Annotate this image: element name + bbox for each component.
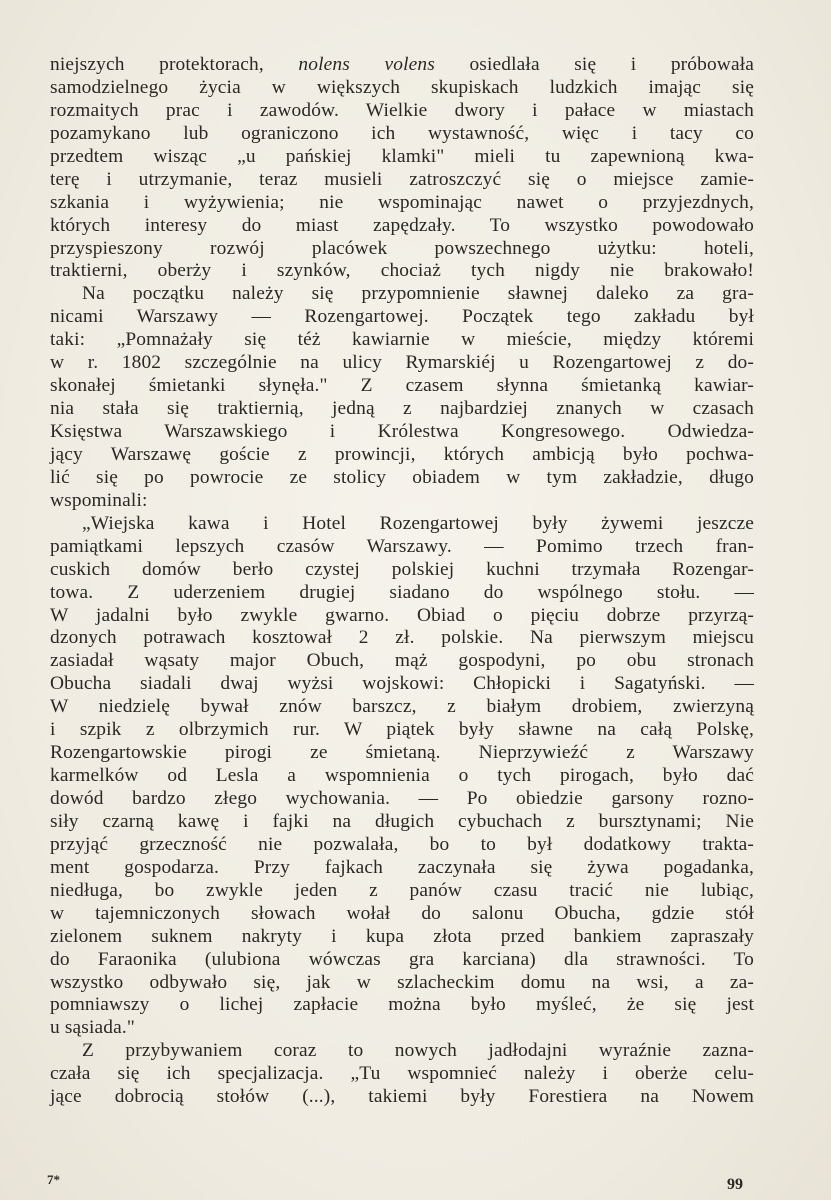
text-line: W jadalni było zwykle gwarno. Obiad o pięciu dobrze przyrzą- [50, 604, 754, 626]
text-line: szkania i wyżywienia; nie wspominając nawet o przyjezdnych, [50, 191, 754, 213]
text-line: skonałej śmietanki słynęła." Z czasem słynna śmietanką kawiar- [50, 375, 754, 397]
text-line: traktierni, oberży i szynków, chociaż tych nigdy nie brakowało! [50, 260, 754, 282]
text-line: „Wiejska kawa i Hotel Rozengartowej były żywemi jeszcze [82, 512, 754, 534]
text-line [50, 54, 754, 77]
text-line: dowód bardzo złego wychowania. — Po obiedzie garsony rozno- [50, 788, 754, 809]
signature-mark: 7* [47, 1172, 60, 1187]
text-line: czała się ich specjalizacja. „Tu wspomnieć należy i oberże celu- [50, 1063, 754, 1085]
text-line: niedługa, bo zwykle jeden z panów czasu tracić nie lubiąc, [50, 879, 754, 901]
italic-phrase: nolens volens [298, 54, 435, 75]
text-segment: niejszych protektorach, [50, 54, 299, 75]
text-line: W niedzielę bywał znów barszcz, z białym drobiem, zwierzyną [50, 696, 754, 718]
text-line: jące dobrocią stołów (...), takiemi były Forestiera na Nowem [50, 1086, 754, 1108]
text-line: terę i utrzymanie, teraz musieli zatroszczyć się o miejsce zamie- [50, 168, 754, 190]
text-line: Rozengartowskie pirogi ze śmietaną. Nieprzywieźć z Warszawy [50, 742, 754, 764]
text-line: samodzielnego życia w większych skupiskach ludzkich imając się [50, 76, 754, 98]
text-line: zielonem suknem nakryty i kupa złota przed bankiem zapraszały [50, 925, 754, 947]
text-line: dzonych potrawach kosztował 2 zł. polskie. Na pierwszym miejscu [50, 627, 754, 649]
text-line: Na początku należy się przypomnienie sławnej daleko za gra- [82, 283, 754, 305]
text-line: przedtem wisząc „u pańskiej klamki" mieli tu zapewnioną kwa- [50, 145, 754, 167]
text-line: pozamykano lub ograniczono ich wystawność, więc i tacy co [50, 122, 754, 144]
body-text [50, 54, 754, 1109]
text-line: towa. Z uderzeniem drugiej siadano do wspólnego stołu. — [50, 581, 754, 603]
text-line: Księstwa Warszawskiego i Królestwa Kongresowego. Odwiedza- [50, 421, 754, 442]
text-line: lić się po powrocie ze stolicy obiadem w tym zakładzie, długo [50, 466, 754, 488]
text-line: cuskich domów berło czystej polskiej kuchni trzymała Rozengar- [50, 558, 754, 580]
text-line: i szpik z olbrzymich rur. W piątek były sławne na całą Polskę, [50, 719, 754, 741]
page-number: 99 [727, 1176, 743, 1193]
text-segment: osiedlała się i próbowała [434, 54, 755, 75]
text-line: nicami Warszawy — Rozengartowej. Początek tego zakładu był [50, 306, 754, 328]
text-line: ment gospodarza. Przy fajkach zaczynała się żywa pogadanka, [50, 856, 754, 878]
text-line: taki: „Pomnażały się téż kawiarnie w mieście, między któremi [50, 329, 754, 351]
text-line: u sąsiada." [50, 1017, 135, 1039]
text-line: w r. 1802 szczególnie na ulicy Rymarskiéj u Rozengartowej z do- [50, 352, 754, 374]
text-line: karmelków od Lesla a wspomnienia o tych pirogach, było dać [50, 765, 754, 787]
text-line: w tajemniczonych słowach wołał do salonu Obucha, gdzie stół [50, 902, 754, 924]
text-line: rozmaitych prac i zawodów. Wielkie dwory i pałace w miastach [50, 99, 754, 121]
text-line: do Faraonika (ulubiona wówczas gra karciana) dla strawności. To [50, 948, 754, 970]
text-line: zasiadał wąsaty major Obuch, mąż gospodyni, po obu stronach [50, 650, 754, 672]
text-line: wspominali: [50, 489, 148, 511]
text-line: siły czarną kawę i fajki na długich cybuchach z bursztynami; Nie [50, 810, 754, 832]
text-line: nia stała się traktiernią, jedną z najbardziej znanych w czasach [50, 398, 754, 420]
text-line: Obucha siadali dwaj wyżsi wojskowi: Chłopicki i Sagatyński. — [50, 673, 754, 695]
text-line: pomniawszy o lichej zapłacie można było myśleć, że się jest [50, 994, 754, 1016]
text-line: których interesy do miast zapędzały. To wszystko powodowało [50, 214, 754, 236]
text-line: wszystko odbywało się, jak w szlacheckim domu na wsi, a za- [50, 971, 754, 993]
text-line: przyspieszony rozwój placówek powszechnego użytku: hoteli, [50, 237, 754, 259]
text-line: przyjąć grzeczność nie pozwalała, bo to był dodatkowy trakta- [50, 833, 754, 855]
text-line: jący Warszawę goście z prowincji, których ambicją było pochwa- [50, 443, 754, 465]
text-line: pamiątkami lepszych czasów Warszawy. — Pomimo trzech fran- [50, 535, 754, 557]
text-line: Z przybywaniem coraz to nowych jadłodajni wyraźnie zazna- [82, 1040, 754, 1062]
